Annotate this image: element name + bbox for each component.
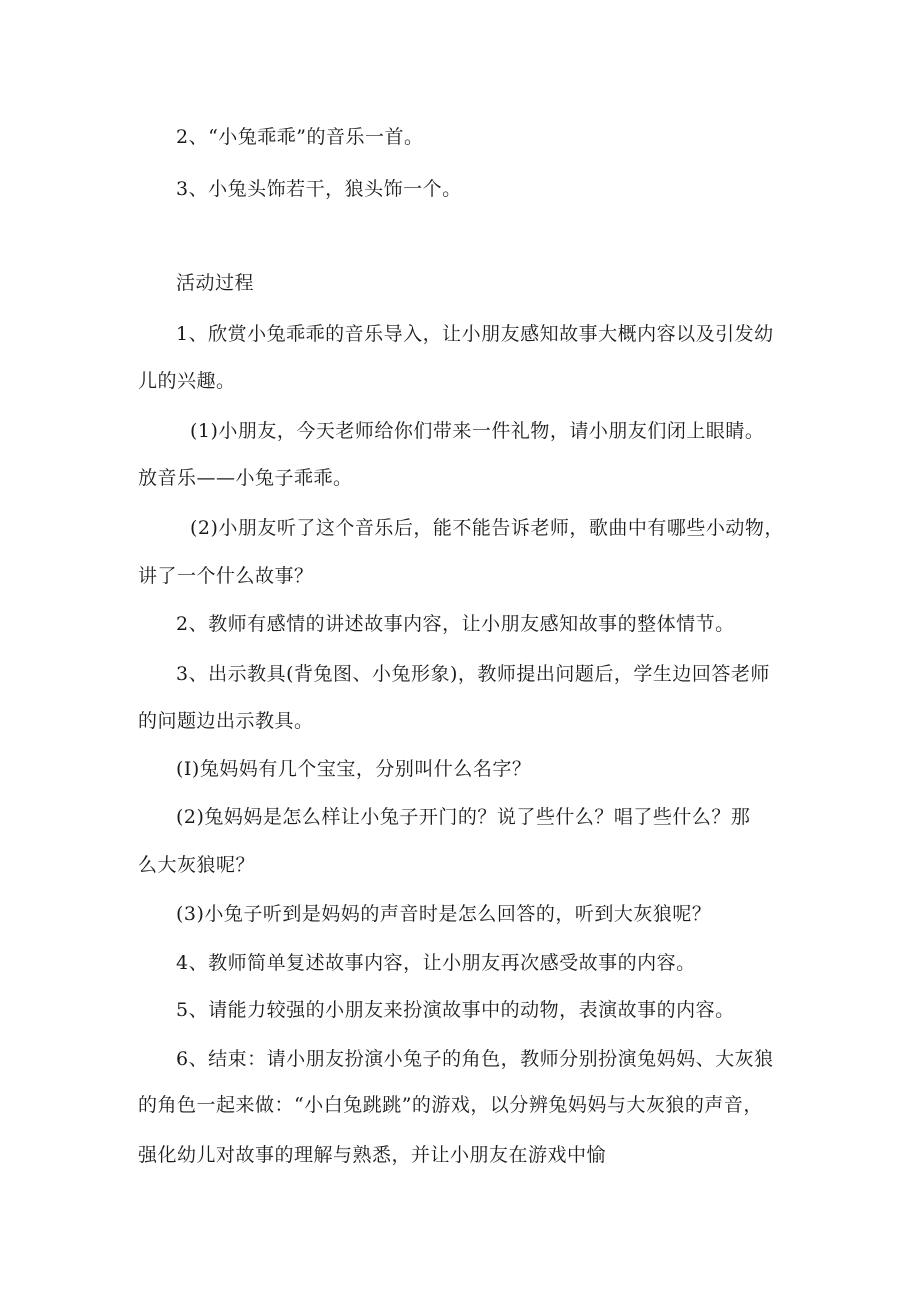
paragraph-line: (2)兔妈妈是怎么样让小兔子开门的？说了些什么？唱了些什么？那: [176, 806, 751, 828]
paragraph-line: 强化幼儿对故事的理解与熟悉，并让小朋友在游戏中愉: [138, 1144, 607, 1166]
paragraph-line: 4、教师简单复述故事内容，让小朋友再次感受故事的内容。: [176, 952, 696, 974]
paragraph-line: 2、教师有感情的讲述故事内容，让小朋友感知故事的整体情节。: [176, 613, 735, 635]
paragraph-line: (1)小朋友，今天老师给你们带来一件礼物，请小朋友们闭上眼睛。: [190, 420, 765, 442]
material-item-3: 3、小兔头饰若干，狼头饰一个。: [176, 178, 462, 200]
section-title: 活动过程: [176, 272, 255, 294]
paragraph-line: 5、请能力较强的小朋友来扮演故事中的动物，表演故事的内容。: [176, 999, 735, 1021]
paragraph-line: 么大灰狼呢？: [138, 854, 256, 876]
paragraph-line: 放音乐——小兔子乖乖。: [138, 467, 353, 489]
paragraph-line: 1、欣赏小兔乖乖的音乐导入，让小朋友感知故事大概内容以及引发幼: [176, 323, 774, 345]
paragraph-line: (3)小兔子听到是妈妈的声音时是怎么回答的，听到大灰狼呢？: [176, 903, 712, 925]
material-item-2: 2、“小兔乖乖”的音乐一首。: [176, 126, 424, 148]
paragraph-line: (I)兔妈妈有几个宝宝，分别叫什么名字？: [176, 758, 532, 780]
paragraph-line: 3、出示教具(背兔图、小兔形象)，教师提出问题后，学生边回答老师: [176, 663, 770, 685]
paragraph-line: 儿的兴趣。: [138, 370, 236, 392]
paragraph-line: (2)小朋友听了这个音乐后，能不能告诉老师，歌曲中有哪些小动物，: [190, 517, 784, 539]
paragraph-line: 6、结束：请小朋友扮演小兔子的角色，教师分别扮演兔妈妈、大灰狼: [176, 1048, 774, 1070]
paragraph-line: 的问题边出示教具。: [138, 710, 314, 732]
paragraph-line: 讲了一个什么故事？: [138, 565, 314, 587]
paragraph-line: 的角色一起来做：“小白兔跳跳”的游戏，以分辨兔妈妈与大灰狼的声音，: [138, 1094, 763, 1116]
